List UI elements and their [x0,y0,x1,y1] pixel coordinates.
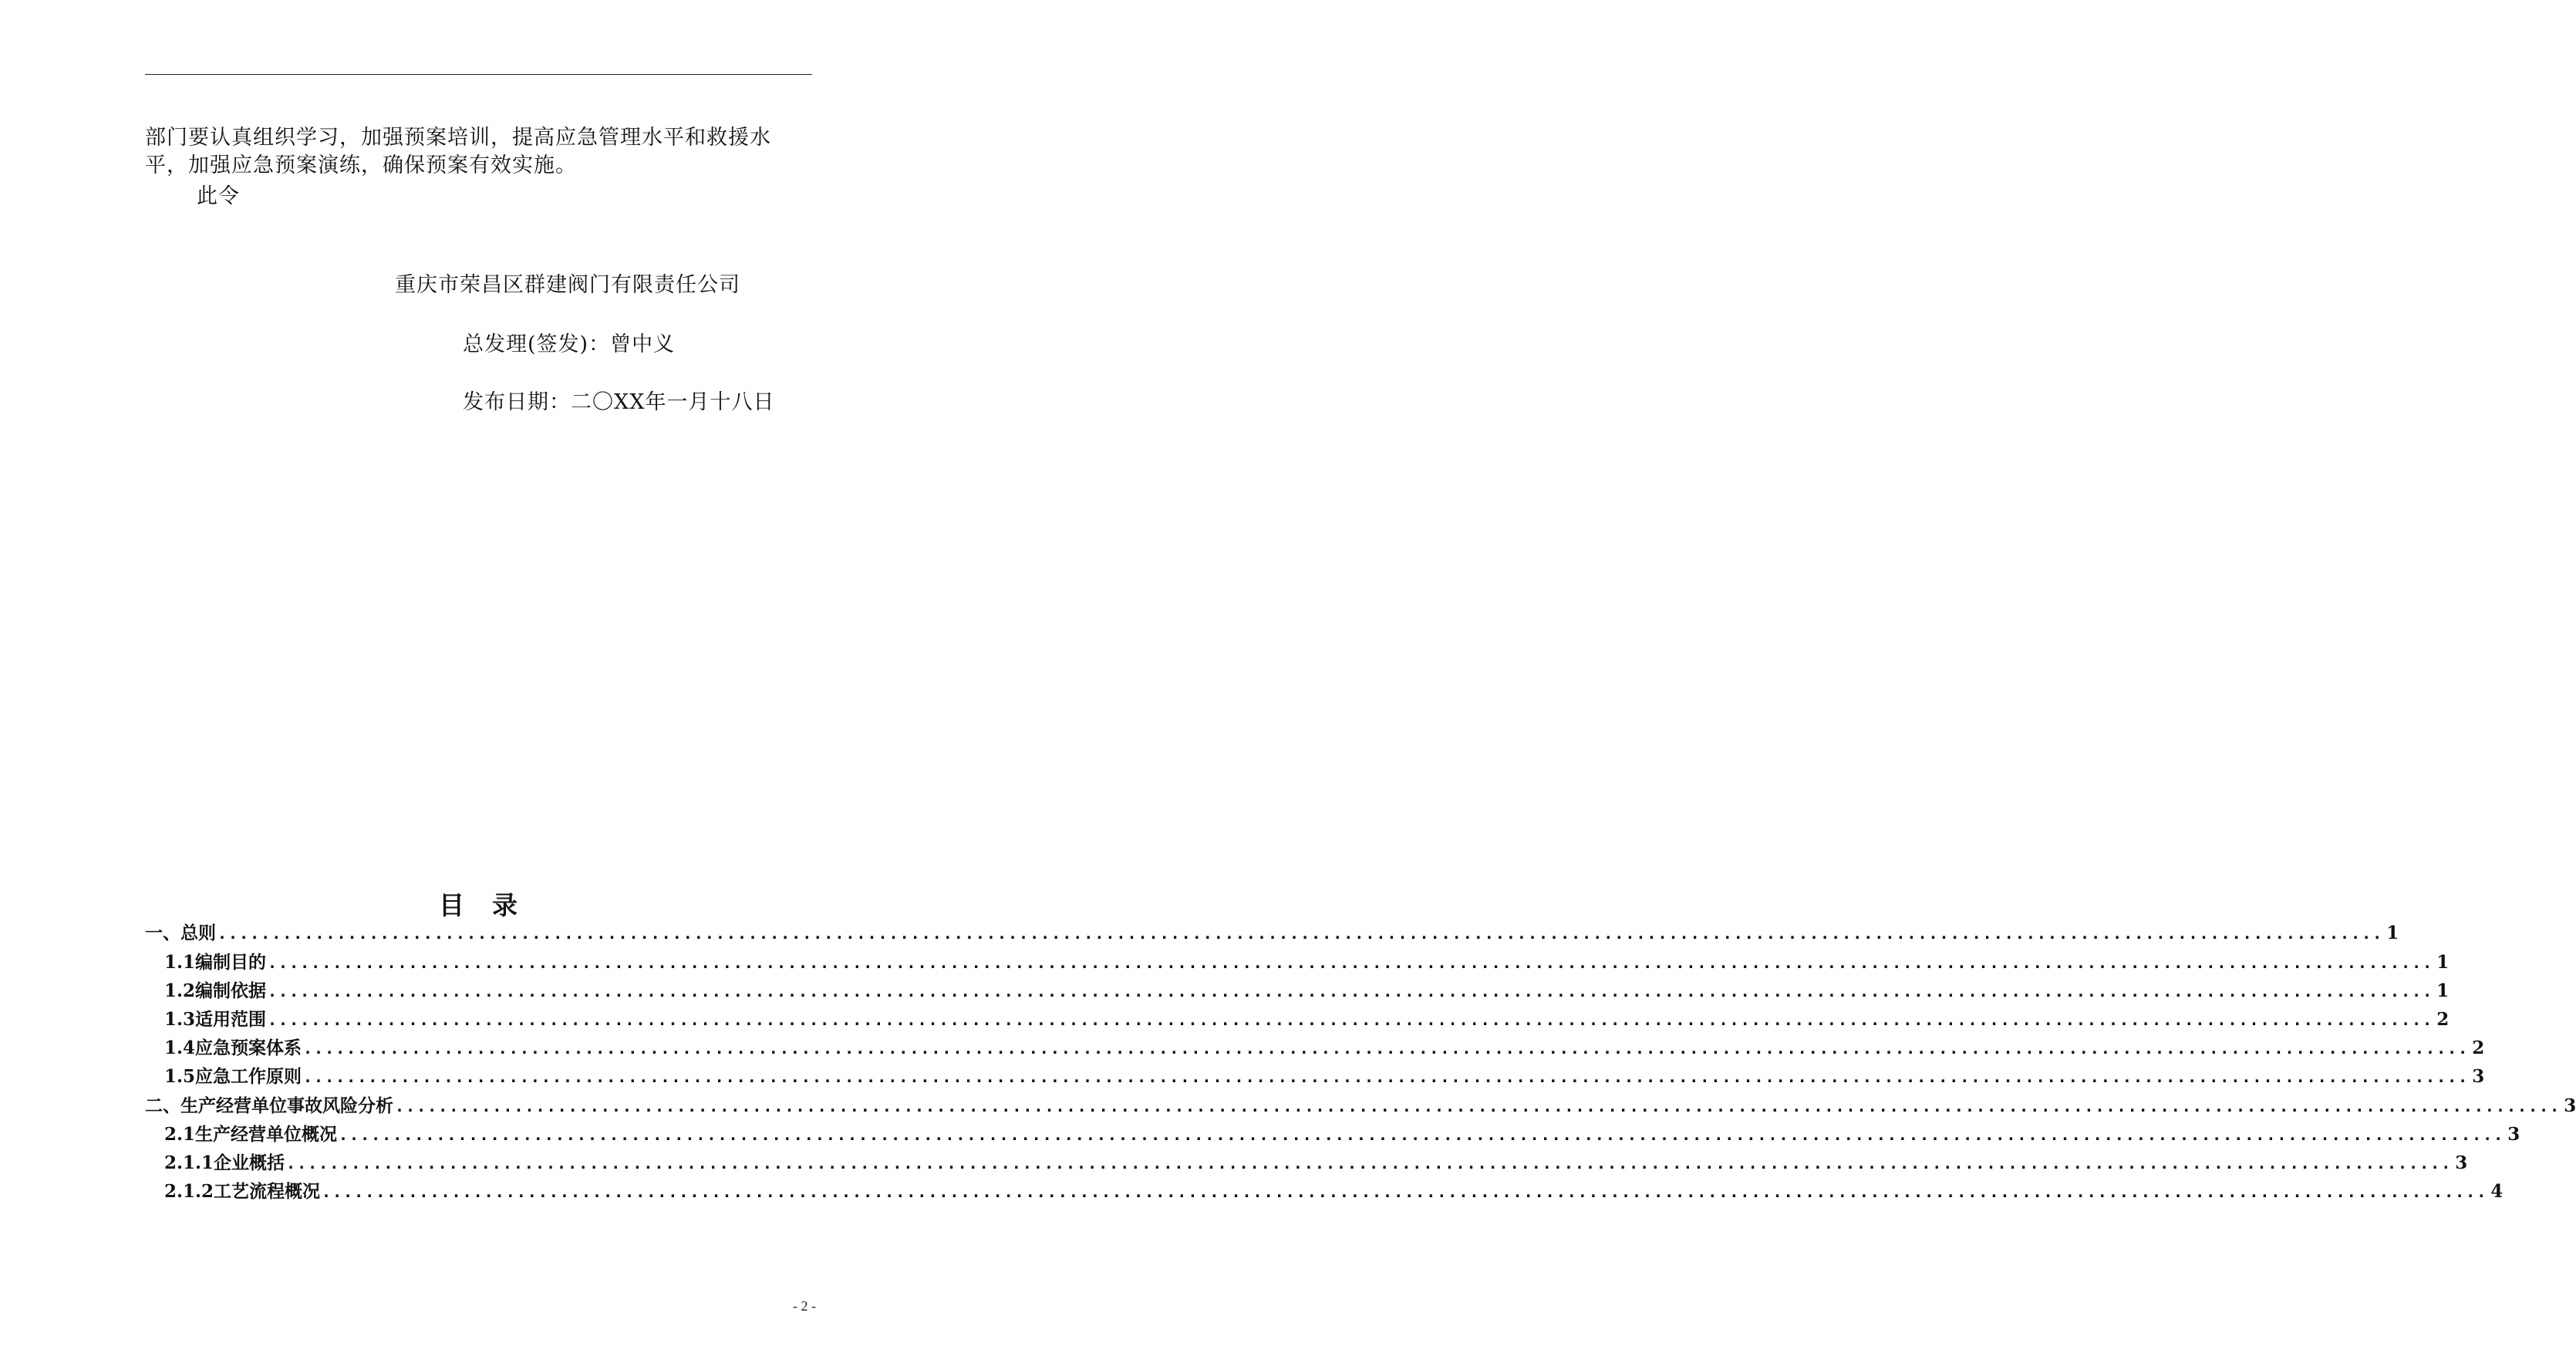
toc-entry[interactable] [164,1180,2504,1203]
toc-entry-page: 3 [2564,1095,2576,1116]
toc-entry-page: 1 [2386,923,2399,943]
toc-dot-leader: ........................................................................................................................................................................................................ [339,1125,2505,1144]
toc-entry-label: 1.1编制目的 [164,952,267,973]
toc-entry-page: 1 [2436,980,2450,1001]
toc-entry-label: 2.1.2工艺流程概况 [164,1181,321,1202]
toc-entry[interactable] [164,1065,2485,1088]
toc-entry-page: 2 [2472,1038,2485,1058]
paragraph-line-2: 平，加强应急预案演练，确保预案有效实施。 [145,154,577,177]
toc-dot-leader: ........................................................................................................................................................................................................ [268,1011,2434,1029]
toc-entry-label: 2.1.1企业概括 [164,1152,285,1173]
toc-entry[interactable] [145,1095,2576,1118]
toc-entry[interactable] [164,1123,2520,1146]
toc-entry-page: 4 [2490,1181,2504,1202]
toc-entry[interactable] [164,951,2450,974]
company-name: 重庆市荣昌区群建阀门有限责任公司 [395,273,740,297]
toc-dot-leader: ........................................................................................................................................................................................................ [268,982,2434,1000]
toc-entry-page: 3 [2507,1124,2520,1145]
toc-dot-leader: ........................................................................................................................................................................................................ [303,1068,2470,1086]
toc-entry-label: 1.3适用范围 [164,1009,267,1030]
paragraph-line-1: 部门要认真组织学习，加强预案培训，提高应急管理水平和救援水 [145,126,771,150]
release-date: 发布日期：二〇XX年一月十八日 [463,390,775,414]
toc-entry[interactable] [164,1037,2485,1060]
closing-word: 此令 [197,184,240,208]
toc-entry-label: 2.1生产经营单位概况 [164,1124,338,1145]
signer-line: 总发理(签发)：曾中义 [463,332,676,356]
toc-entry-page: 3 [2455,1152,2468,1173]
page-number: - 2 - [793,1298,816,1314]
toc-dot-leader: ........................................................................................................................................................................................................ [217,924,2384,943]
toc-dot-leader: ........................................................................................................................................................................................................ [322,1183,2488,1201]
toc-entry-label: 1.5应急工作原则 [164,1066,302,1087]
toc-entry-label: 1.4应急预案体系 [164,1038,302,1058]
toc-title: 目 录 [439,890,518,920]
header-rule [145,74,812,75]
toc-entry[interactable] [164,1008,2450,1031]
toc-dot-leader: ........................................................................................................................................................................................................ [268,953,2434,972]
toc-dot-leader: ........................................................................................................................................................................................................ [395,1097,2561,1115]
toc-entry-page: 2 [2436,1009,2450,1030]
toc-entry-label: 1.2编制依据 [164,980,267,1001]
toc-entry-page: 3 [2472,1066,2485,1087]
toc-entry[interactable] [145,922,2399,945]
toc-entry-page: 1 [2436,952,2450,973]
toc-dot-leader: ........................................................................................................................................................................................................ [303,1039,2470,1058]
toc-entry[interactable] [164,980,2450,1003]
toc-entry-label: 一、总则 [145,923,216,943]
toc-entry[interactable] [164,1152,2468,1175]
toc-entry-label: 二、生产经营单位事故风险分析 [145,1095,393,1116]
toc-dot-leader: ........................................................................................................................................................................................................ [286,1154,2453,1172]
